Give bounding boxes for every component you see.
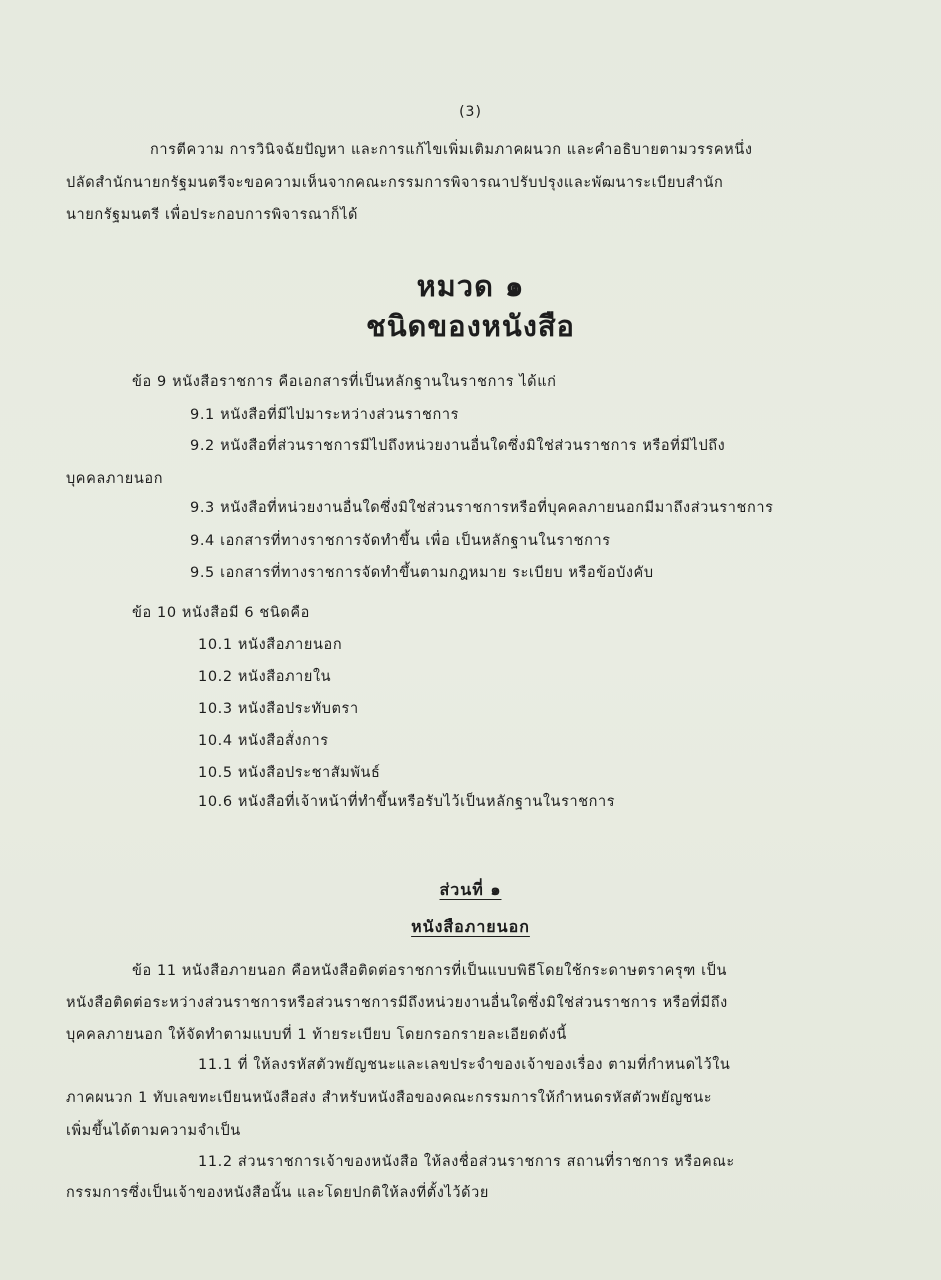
page-number: (3) <box>459 104 482 120</box>
article-11-line: บุคคลภายนอก ให้จัดทำตามแบบที่ 1 ท้ายระเบียบ โดยกรอกรายละเอียดดังนี้ <box>66 1027 567 1043</box>
article-9-item: 9.2 หนังสือที่ส่วนราชการมีไปถึงหน่วยงานอื่นใดซึ่งมิใช่ส่วนราชการ หรือที่มีไปถึง <box>190 438 726 454</box>
article-10-heading: ข้อ 10 หนังสือมี 6 ชนิดคือ <box>132 605 310 621</box>
article-11-line: หนังสือติดต่อระหว่างส่วนราชการหรือส่วนราชการมีถึงหน่วยงานอื่นใดซึ่งมิใช่ส่วนราชการ หรือที่มีถึง <box>66 995 728 1011</box>
article-11-line: 11.1 ที่ ให้ลงรหัสตัวพยัญชนะและเลขประจำของเจ้าของเรื่อง ตามที่กำหนดไว้ใน <box>198 1057 731 1073</box>
article-9-item: 9.5 เอกสารที่ทางราชการจัดทำขึ้นตามกฎหมาย ระเบียบ หรือข้อบังคับ <box>190 565 654 581</box>
article-10-item: 10.4 หนังสือสั่งการ <box>198 733 329 749</box>
intro-line-1: การตีความ การวินิจฉัยปัญหา และการแก้ไขเพิ่มเติมภาคผนวก และคำอธิบายตามวรรคหนึ่ง <box>150 142 753 158</box>
article-10-item: 10.1 หนังสือภายนอก <box>198 637 343 653</box>
article-11-line: ข้อ 11 หนังสือภายนอก คือหนังสือติดต่อราชการที่เป็นแบบพิธีโดยใช้กระดาษตราครุฑ เป็น <box>132 963 727 979</box>
part-title: หนังสือภายนอก <box>411 917 530 936</box>
article-9-item: 9.1 หนังสือที่มีไปมาระหว่างส่วนราชการ <box>190 407 459 423</box>
chapter-number: หมวด ๑ <box>416 269 525 303</box>
article-9-item: 9.3 หนังสือที่หน่วยงานอื่นใดซึ่งมิใช่ส่วนราชการหรือที่บุคคลภายนอกมีมาถึงส่วนราชการ <box>190 500 774 516</box>
intro-line-3: นายกรัฐมนตรี เพื่อประกอบการพิจารณาก็ได้ <box>66 207 359 223</box>
article-9-item: 9.4 เอกสารที่ทางราชการจัดทำขึ้น เพื่อ เป็นหลักฐานในราชการ <box>190 533 611 549</box>
article-11-line: กรรมการซึ่งเป็นเจ้าของหนังสือนั้น และโดยปกติให้ลงที่ตั้งไว้ด้วย <box>66 1185 489 1201</box>
article-11-line: 11.2 ส่วนราชการเจ้าของหนังสือ ให้ลงชื่อส่วนราชการ สถานที่ราชการ หรือคณะ <box>198 1154 735 1170</box>
article-11-line: ภาคผนวก 1 ทับเลขทะเบียนหนังสือส่ง สำหรับหนังสือของคณะกรรมการให้กำหนดรหัสตัวพยัญชนะ <box>66 1090 713 1106</box>
article-9-heading: ข้อ 9 หนังสือราชการ คือเอกสารที่เป็นหลักฐานในราชการ ได้แก่ <box>132 374 557 390</box>
part-number: ส่วนที่ ๑ <box>439 880 502 899</box>
intro-line-2: ปลัดสำนักนายกรัฐมนตรีจะขอความเห็นจากคณะกรรมการพิจารณาปรับปรุงและพัฒนาระเบียบสำนัก <box>66 175 724 191</box>
article-10-item: 10.5 หนังสือประชาสัมพันธ์ <box>198 765 381 781</box>
article-10-item: 10.6 หนังสือที่เจ้าหน้าที่ทำขึ้นหรือรับไว้เป็นหลักฐานในราชการ <box>198 794 616 810</box>
chapter-title: ชนิดของหนังสือ <box>366 309 575 343</box>
article-10-item: 10.2 หนังสือภายใน <box>198 669 332 685</box>
article-10-item: 10.3 หนังสือประทับตรา <box>198 701 359 717</box>
article-11-line: เพิ่มขึ้นได้ตามความจำเป็น <box>66 1123 241 1139</box>
article-9-item-continuation: บุคคลภายนอก <box>66 471 164 487</box>
